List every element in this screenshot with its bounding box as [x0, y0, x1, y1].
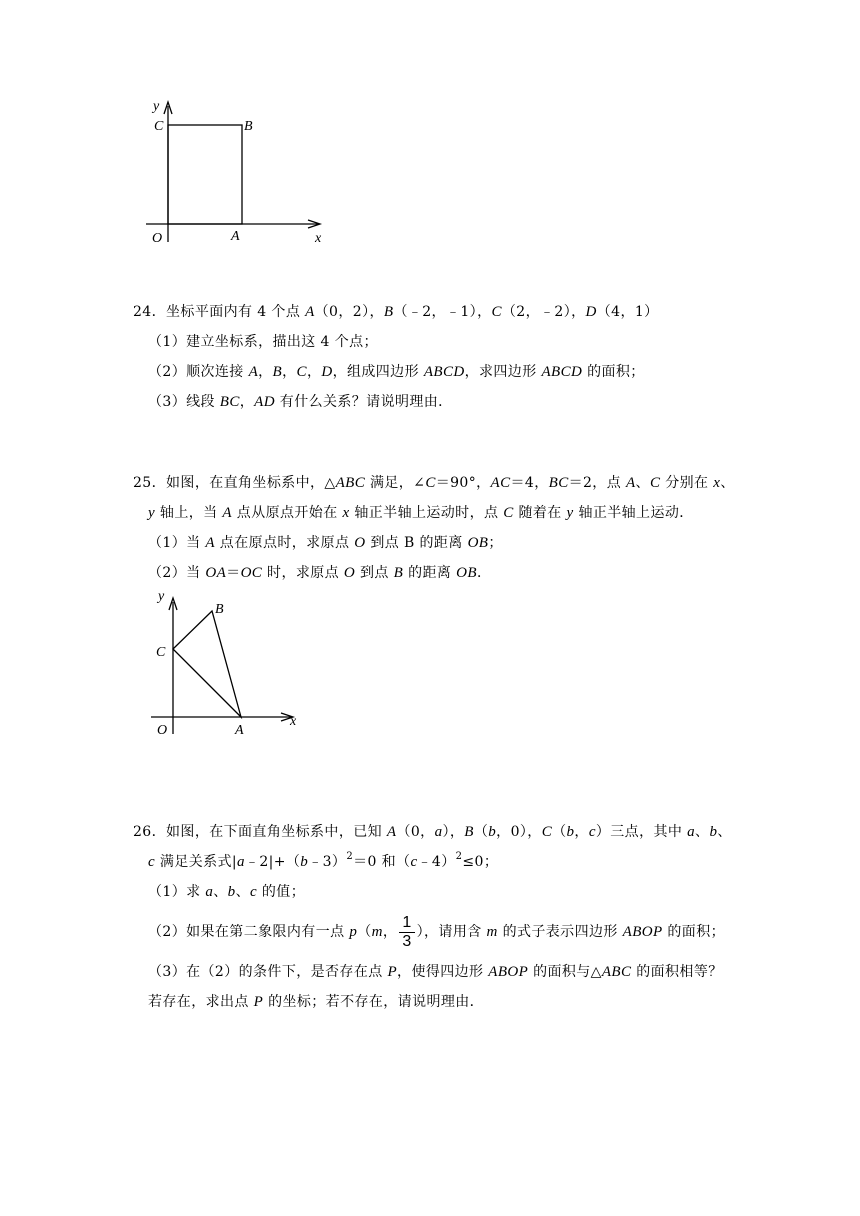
q26-stem-line2: c 满足关系式|a﹣2|+（b﹣3）$^2$＝0 和（c﹣4）$^2$≤0； — [148, 851, 499, 870]
rectangle — [168, 125, 242, 224]
q26-stem-line1: 26．如图，在下面直角坐标系中，已知 A（0，a），B（b，0），C（b，c）三点，其中 a、b、 — [133, 824, 732, 840]
q25-part1: （1）当 A 点在原点时，求原点 O 到点 B 的距离 OB； — [148, 535, 503, 551]
fraction-one-third: $\frac{1}{3}$ — [399, 914, 414, 951]
label-b: B — [244, 119, 253, 134]
rectangle-diagram — [140, 92, 340, 252]
label-x: x — [290, 714, 297, 729]
label-a: A — [231, 229, 240, 244]
q25-stem-line1: 25．如图，在直角坐标系中，△ABC 满足，∠C＝90°，AC＝4，BC＝2，点 A、C 分别在 x、 — [133, 475, 735, 491]
q24-stem: 24．坐标平面内有 4 个点 A（0，2），B（﹣2，﹣1），C（2，﹣2），D（4，1） — [133, 304, 659, 320]
label-o: O — [152, 231, 163, 246]
q25-part2: （2）当 OA＝OC 时，求原点 O 到点 B 的距离 OB． — [148, 565, 492, 581]
figure-rectangle-oabc — [140, 92, 340, 252]
label-x: x — [315, 231, 322, 246]
label-c: C — [156, 645, 166, 660]
q24-part2: （2）顺次连接 A，B，C，D，组成四边形 ABCD，求四边形 ABCD 的面积； — [148, 364, 645, 380]
triangle-abc — [173, 611, 241, 717]
label-a: A — [235, 723, 244, 738]
q26-part2: （2）如果在第二象限内有一点 p（m， $\frac{1}{3}$ ），请用含 m 的式子表示四边形 ABOP 的面积； — [148, 913, 725, 950]
q24-part3: （3）线段 BC，AD 有什么关系？请说明理由． — [148, 394, 453, 410]
q26-part1: （1）求 a、b、c 的值； — [148, 884, 306, 900]
label-b: B — [215, 602, 224, 617]
q26-part3-line2: 若存在，求出点 P 的坐标；若不存在，请说明理由． — [148, 994, 485, 1010]
q24-part1: （1）建立坐标系，描出这 4 个点； — [148, 334, 378, 350]
q25-stem-line2: y 轴上，当 A 点从原点开始在 x 轴正半轴上运动时，点 C 随着在 y 轴正半轴上运动． — [148, 505, 694, 521]
figure-triangle-abc — [145, 586, 315, 742]
triangle-diagram — [145, 586, 315, 742]
label-y: y — [153, 99, 160, 114]
label-y: y — [158, 589, 165, 604]
q26-part3-line1: （3）在（2）的条件下，是否存在点 P，使得四边形 ABOP 的面积与△ABC 的面积相等？ — [148, 964, 723, 980]
label-c: C — [154, 119, 164, 134]
label-o: O — [157, 723, 168, 738]
